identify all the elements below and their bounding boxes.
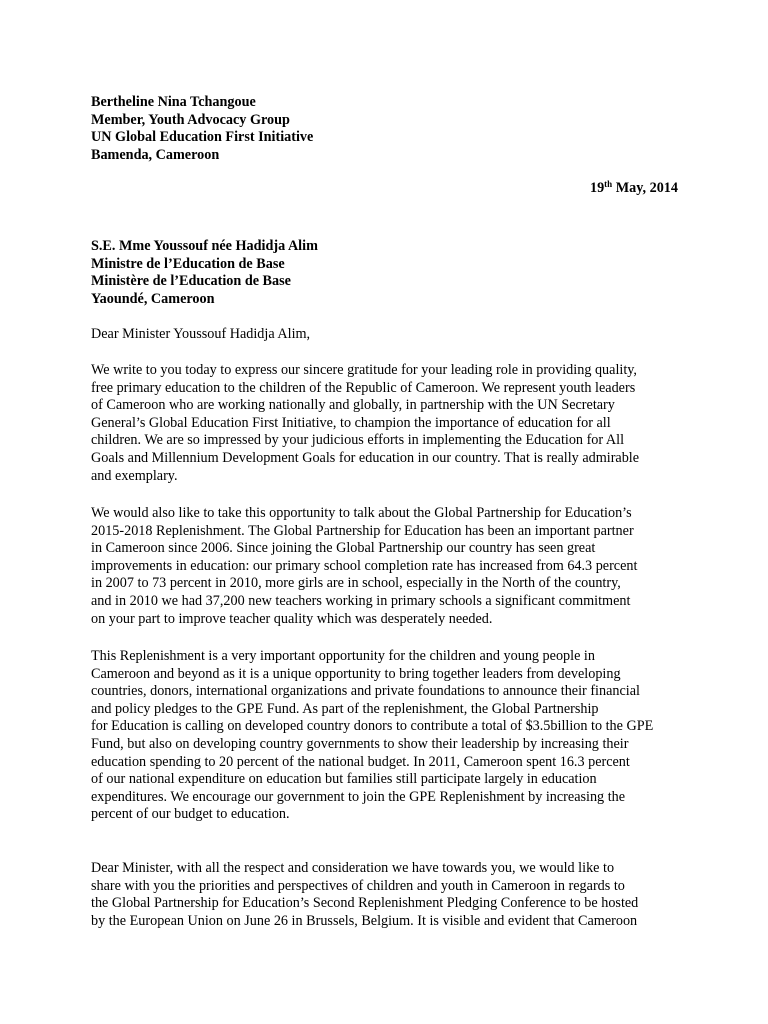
- paragraph-line: improvements in education: our primary school completion rate has increased from 64.3 percent: [91, 557, 638, 574]
- paragraph-line: and exemplary.: [91, 467, 178, 484]
- recipient-location: Yaoundé, Cameroon: [91, 290, 215, 307]
- recipient-address: [91, 238, 691, 308]
- sender-organization: UN Global Education First Initiative: [91, 129, 314, 146]
- paragraph-line: Goals and Millennium Development Goals for education in our country. That is really admirable: [91, 449, 640, 466]
- paragraph-line: free primary education to the children of the Republic of Cameroon. We represent youth leaders: [91, 379, 636, 396]
- paragraph-line: We would also like to take this opportunity to talk about the Global Partnership for Education’s: [91, 505, 632, 521]
- paragraph-line: We write to you today to express our sincere gratitude for your leading role in providing quality,: [91, 362, 637, 378]
- recipient-title-en: Ministre de l’Education de Base: [91, 255, 285, 272]
- paragraph-line: in 2007 to 73 percent in 2010, more girls are in school, especially in the North of the country,: [91, 575, 621, 592]
- paragraph-line: in Cameroon since 2006. Since joining the Global Partnership our country has seen great: [91, 540, 596, 557]
- paragraph-line: by the European Union on June 26 in Brussels, Belgium. It is visible and evident that Cameroon: [91, 912, 638, 929]
- paragraph-line: education spending to 20 percent of the national budget. In 2011, Cameroon spent 16.3 percent: [91, 753, 630, 770]
- body-paragraph-4: [91, 860, 685, 930]
- paragraph-line: the Global Partnership for Education’s Second Replenishment Pledging Conference to be hosted: [91, 895, 639, 912]
- letter-date: [400, 180, 678, 198]
- paragraph-line: percent of our budget to education.: [91, 806, 290, 823]
- salutation: Dear Minister Youssouf Hadidja Alim,: [91, 326, 311, 342]
- paragraph-line: Fund, but also on developing country governments to show their leadership by increasing their: [91, 735, 629, 752]
- paragraph-line: 2015-2018 Replenishment. The Global Partnership for Education has been an important partner: [91, 522, 634, 539]
- paragraph-line: share with you the priorities and perspectives of children and youth in Cameroon in regards to: [91, 877, 625, 894]
- body-paragraph-2: [91, 505, 685, 628]
- paragraph-line: and in 2010 we had 37,200 new teachers working in primary schools a significant commitment: [91, 592, 631, 609]
- paragraph-line: of Cameroon who are working nationally and globally, in partnership with the UN Secretary: [91, 397, 615, 414]
- paragraph-line: Dear Minister, with all the respect and consideration we have towards you, we would like to: [91, 860, 615, 876]
- sender-name: Bertheline Nina Tchangoue: [91, 94, 256, 110]
- date-day: 19: [589, 180, 605, 196]
- date-month-year: May, 2014: [612, 180, 678, 196]
- paragraph-line: and policy pledges to the GPE Fund. As part of the replenishment, the Global Partnership: [91, 700, 599, 717]
- paragraph-line: Cameroon and beyond as it is a unique opportunity to bring together leaders from developing: [91, 665, 621, 682]
- body-paragraph-3: [91, 648, 685, 824]
- paragraph-line: for Education is calling on developed country donors to contribute a total of $3.5billion to the GPE: [91, 718, 654, 735]
- paragraph-line: of our national expenditure on education but families still participate largely in education: [91, 771, 597, 788]
- sender-address: [91, 94, 691, 164]
- paragraph-line: This Replenishment is a very important opportunity for the children and young people in: [91, 648, 595, 664]
- recipient-name: S.E. Mme Youssouf née Hadidja Alim: [91, 238, 318, 254]
- paragraph-line: on your part to improve teacher quality which was desperately needed.: [91, 610, 493, 627]
- sender-location: Bamenda, Cameroon: [91, 146, 220, 163]
- date-suffix: th: [604, 179, 613, 189]
- recipient-title-fr: Ministère de l’Education de Base: [91, 273, 291, 290]
- paragraph-line: children. We are so impressed by your judicious efforts in implementing the Education for All: [91, 432, 625, 449]
- paragraph-line: General’s Global Education First Initiative, to champion the importance of education for all: [91, 414, 611, 431]
- body-paragraph-1: [91, 362, 685, 485]
- paragraph-line: countries, donors, international organizations and private foundations to announce their financial: [91, 683, 640, 700]
- sender-role: Member, Youth Advocacy Group: [91, 111, 290, 128]
- paragraph-line: expenditures. We encourage our government to join the GPE Replenishment by increasing the: [91, 788, 626, 805]
